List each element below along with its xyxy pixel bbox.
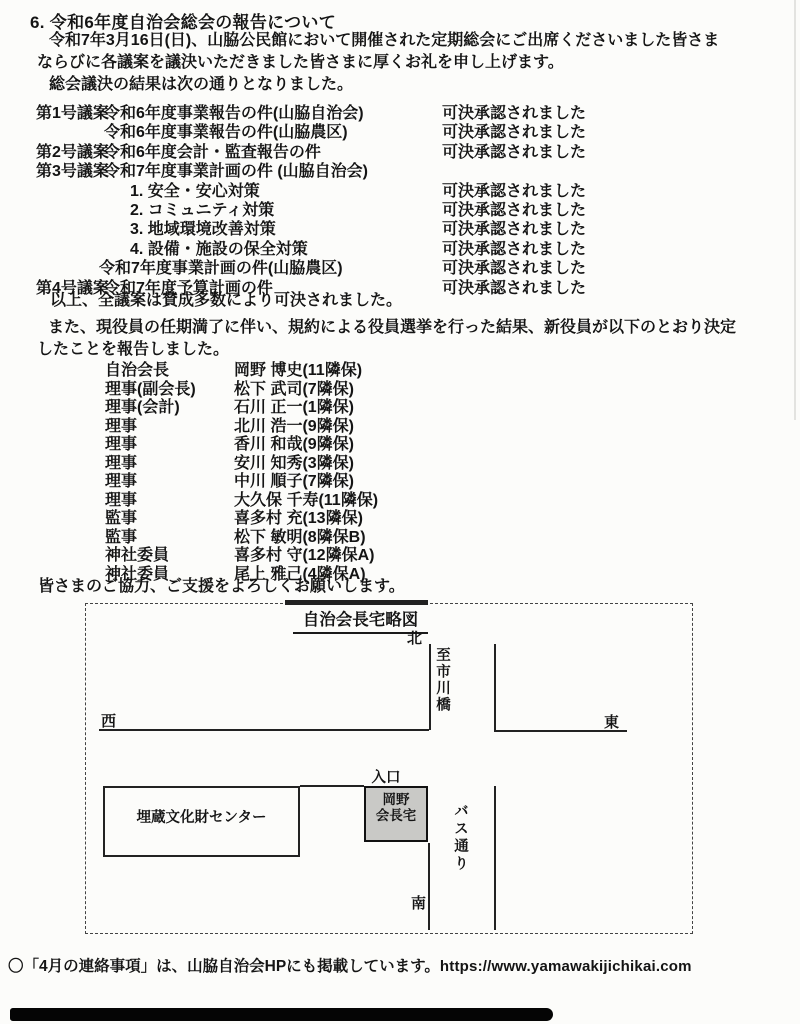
entrance-label: 入口 (365, 766, 407, 790)
to-ichikawa-bridge-label: 至市川橋 (434, 647, 450, 713)
buried-cultural-property-center-building (103, 786, 300, 857)
agenda-text: 4. 設備・施設の保全対策 (130, 240, 308, 258)
officer-role: 理事 (105, 491, 138, 509)
agenda-text: 2. コミュニティ対策 (130, 201, 275, 219)
officer-row (0, 542, 800, 564)
road-south-left-line (428, 843, 430, 930)
bus-street-label: バス通り (452, 803, 468, 873)
officer-role: 神社委員 (105, 565, 170, 583)
officer-name: 尾上 雅己(4隣保A) (234, 565, 366, 583)
compass-south-label: 南 (411, 895, 427, 912)
officer-role: 理事(副会長) (105, 380, 196, 398)
agenda-row (0, 178, 800, 200)
agenda-row (0, 139, 800, 161)
building-label: 埋蔵文化財センター (136, 810, 267, 826)
agenda-result: 可決承認されました (442, 105, 587, 122)
chairman-house-box (364, 786, 428, 842)
agenda-row (0, 100, 800, 122)
scan-artifact-bar (10, 1008, 553, 1021)
compass-west-label: 西 (101, 713, 117, 730)
chairman-house-label-line1: 岡野 (382, 792, 410, 807)
agenda-result: 可決承認されました (442, 143, 587, 161)
officer-row (0, 431, 800, 453)
agenda-row (0, 158, 800, 181)
officer-row (0, 505, 800, 527)
compass-east-label: 東 (604, 714, 620, 731)
officer-role: 理事(会計) (105, 399, 180, 416)
agenda-result: 可決承認されました (442, 182, 587, 200)
officer-role: 理事 (105, 417, 138, 435)
agenda-text: 3. 地域環境改善対策 (130, 221, 276, 239)
intro-line-1: 令和7年3月16日(日)、山脇公民館において開催された定期総会にご出席くださいました皆さま (49, 32, 720, 49)
officer-list (0, 357, 800, 583)
officer-name: 北川 浩一(9隣保) (234, 417, 355, 435)
agenda-row (0, 236, 800, 258)
map-title: 自治会長宅略図 (293, 606, 428, 634)
officer-name: 喜多村 守(12隣保A) (234, 547, 375, 564)
officer-row (0, 487, 800, 509)
officer-row (0, 524, 800, 546)
officers-closing: 皆さまのご協力、ご支援をよろしくお願いします。 (38, 578, 405, 595)
agenda-result: 可決承認されました (442, 124, 587, 142)
officer-row (0, 394, 800, 416)
officer-name: 安川 知秀(3隣保) (234, 454, 355, 472)
officer-row (0, 357, 800, 379)
agenda-result: 可決承認されました (442, 221, 587, 239)
agenda-label: 第4号議案 (36, 279, 109, 297)
agenda-closing: 以上、全議案は賛成多数により可決されました。 (50, 292, 403, 309)
agenda-text: 令和7年度予算計画の件 (104, 279, 273, 297)
agenda-list (0, 100, 800, 297)
agenda-result: 可決承認されました (442, 240, 587, 258)
agenda-label: 第3号議案 (36, 163, 109, 181)
section-heading: 6. 令和6年度自治会総会の報告について (30, 13, 337, 32)
officer-row (0, 413, 800, 435)
officer-role: 神社委員 (105, 547, 170, 564)
road-north-left-line (429, 644, 431, 730)
block-edge-line (300, 785, 364, 787)
agenda-result: 可決承認されました (442, 279, 587, 297)
officer-name: 岡野 博史(11隣保) (234, 362, 363, 379)
chairman-house-label-line2: 会長宅 (375, 808, 417, 823)
agenda-text: 1. 安全・安心対策 (130, 182, 260, 200)
officer-role: 監事 (105, 528, 138, 546)
agenda-row (0, 119, 800, 142)
officer-row (0, 450, 800, 472)
agenda-text: 令和6年度事業報告の件(山脇農区) (104, 124, 348, 142)
officer-row (0, 468, 800, 490)
officer-name: 香川 和哉(9隣保) (234, 436, 355, 453)
officer-name: 松下 武司(7隣保) (234, 380, 355, 398)
officers-intro-line-2: したことを報告しました。 (37, 341, 230, 358)
officer-name: 喜多村 充(13隣保) (234, 510, 363, 527)
agenda-row (0, 255, 800, 278)
officer-role: 理事 (105, 473, 138, 490)
intro-line-3: 総会議決の結果は次の通りとなりました。 (49, 76, 354, 93)
officer-role: 理事 (105, 436, 138, 453)
officer-role: 理事 (105, 454, 138, 472)
agenda-text: 令和7年度事業計画の件(山脇農区) (99, 260, 343, 278)
officer-role: 自治会長 (105, 362, 170, 379)
agenda-text: 令和6年度事業報告の件(山脇自治会) (104, 105, 364, 122)
road-north-right-line (494, 644, 496, 731)
footer-note (8, 954, 692, 976)
officers-intro-line-1: また、現役員の任期満了に伴い、規約による役員選挙を行った結果、新役員が以下のとおり決定 (48, 319, 737, 336)
officer-name: 松下 敏明(8隣保B) (234, 528, 366, 546)
compass-north-label: 北 (407, 630, 423, 647)
footer-url: https://www.yamawakijichikai.com (439, 958, 692, 975)
footer-note-text: 〇「4月の連絡事項」は、山脇自治会HPにも掲載しています。 (8, 958, 440, 975)
map-title-top-bar (285, 600, 428, 605)
agenda-text: 令和6年度会計・監査報告の件 (104, 143, 321, 161)
agenda-row (0, 197, 800, 219)
scan-artifact-edge (794, 0, 796, 420)
agenda-text: 令和7年度事業計画の件 (山脇自治会) (104, 163, 369, 181)
agenda-result: 可決承認されました (442, 260, 587, 278)
officer-name: 石川 正一(1隣保) (234, 399, 355, 416)
agenda-label: 第2号議案 (36, 143, 109, 161)
officer-name: 中川 順子(7隣保) (234, 473, 355, 490)
officer-row (0, 376, 800, 398)
officer-role: 監事 (105, 510, 138, 527)
road-west-line (99, 729, 429, 731)
agenda-label: 第1号議案 (36, 105, 109, 122)
intro-line-2: ならびに各議案を議決いただきました皆さまに厚くお礼を申し上げます。 (37, 54, 564, 71)
agenda-row (0, 216, 800, 239)
officer-name: 大久保 千寿(11隣保) (234, 491, 379, 509)
agenda-result: 可決承認されました (442, 201, 587, 219)
road-south-right-line (494, 786, 496, 930)
